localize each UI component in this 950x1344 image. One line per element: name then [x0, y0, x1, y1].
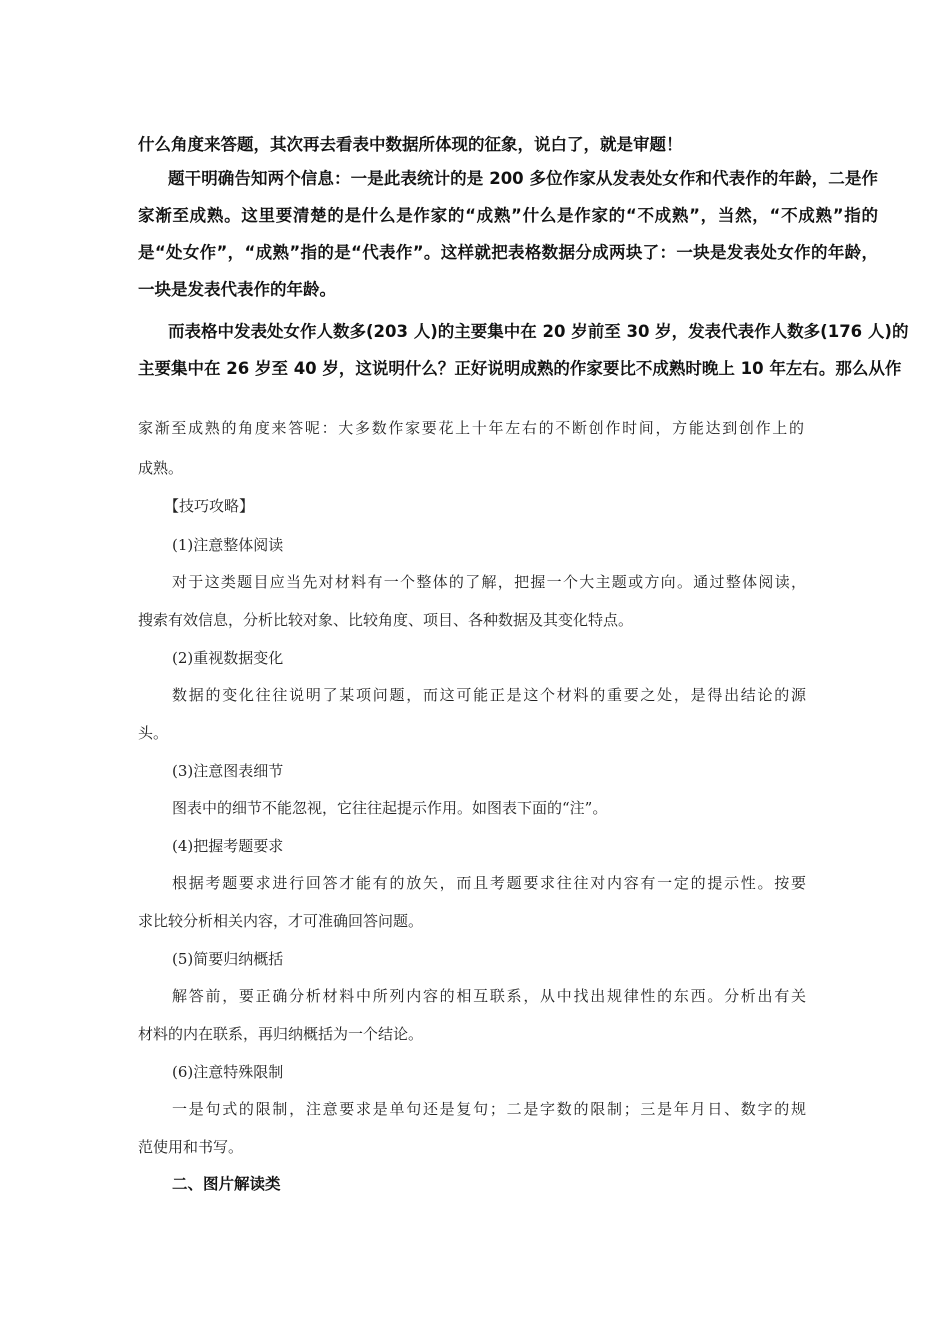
paragraph-line: 家渐至成熟的角度来答呢：大多数作家要花上十年左右的不断创作时间，方能达到创作上的: [138, 419, 804, 437]
paragraph-line: 是“处女作”，“成熟”指的是“代表作”。这样就把表格数据分成两块了：一块是发表处女作的年龄，: [138, 243, 878, 262]
text-line: 什么角度来答题，其次再去看表中数据所体现的征象，说白了，就是审题！: [138, 135, 683, 154]
paragraph-line: 材料的内在联系，再归纳概括为一个结论。: [138, 1025, 424, 1043]
paragraph-line: 题干明确告知两个信息：一是此表统计的是 200 多位作家从发表处女作和代表作的年龄，二是作: [168, 169, 878, 188]
tip-title: (3)注意图表细节: [172, 762, 284, 780]
tip-title: (6)注意特殊限制: [172, 1063, 284, 1081]
section-heading: 【技巧攻略】: [164, 497, 255, 515]
section-heading: 二、图片解读类: [172, 1175, 281, 1193]
paragraph-line: 家渐至成熟。这里要清楚的是什么是作家的“成熟”什么是作家的“不成熟”，当然，“不成熟”指的: [138, 206, 878, 225]
paragraph-line: 一是句式的限制，注意要求是单句还是复句；二是字数的限制；三是年月日、数字的规: [172, 1100, 806, 1118]
paragraph-line: 一块是发表代表作的年龄。: [138, 280, 336, 299]
tip-title: (1)注意整体阅读: [172, 536, 284, 554]
paragraph-line: 求比较分析相关内容，才可准确回答问题。: [138, 912, 424, 930]
paragraph-line: 数据的变化往往说明了某项问题，而这可能正是这个材料的重要之处，是得出结论的源: [172, 686, 806, 704]
tip-title: (4)把握考题要求: [172, 837, 284, 855]
paragraph-line: 图表中的细节不能忽视，它往往起提示作用。如图表下面的“注”。: [172, 799, 608, 817]
paragraph-line: 成熟。: [138, 459, 184, 477]
paragraph-line: 对于这类题目应当先对材料有一个整体的了解，把握一个大主题或方向。通过整体阅读，: [172, 573, 806, 591]
paragraph-line: 主要集中在 26 岁至 40 岁，这说明什么？正好说明成熟的作家要比不成熟时晚上 10 年左右。那么从作: [138, 359, 902, 378]
paragraph-line: 根据考题要求进行回答才能有的放矢，而且考题要求往往对内容有一定的提示性。按要: [172, 874, 806, 892]
paragraph-line: 搜索有效信息，分析比较对象、比较角度、项目、各种数据及其变化特点。: [138, 611, 634, 629]
paragraph-line: 范使用和书写。: [138, 1138, 244, 1156]
tip-title: (5)简要归纳概括: [172, 950, 284, 968]
paragraph-line: 头。: [138, 724, 169, 742]
paragraph-line: 而表格中发表处女作人数多(203 人)的主要集中在 20 岁前至 30 岁，发表代表作人数多(176 人)的: [168, 322, 909, 341]
paragraph-line: 解答前，要正确分析材料中所列内容的相互联系，从中找出规律性的东西。分析出有关: [172, 987, 806, 1005]
tip-title: (2)重视数据变化: [172, 649, 284, 667]
